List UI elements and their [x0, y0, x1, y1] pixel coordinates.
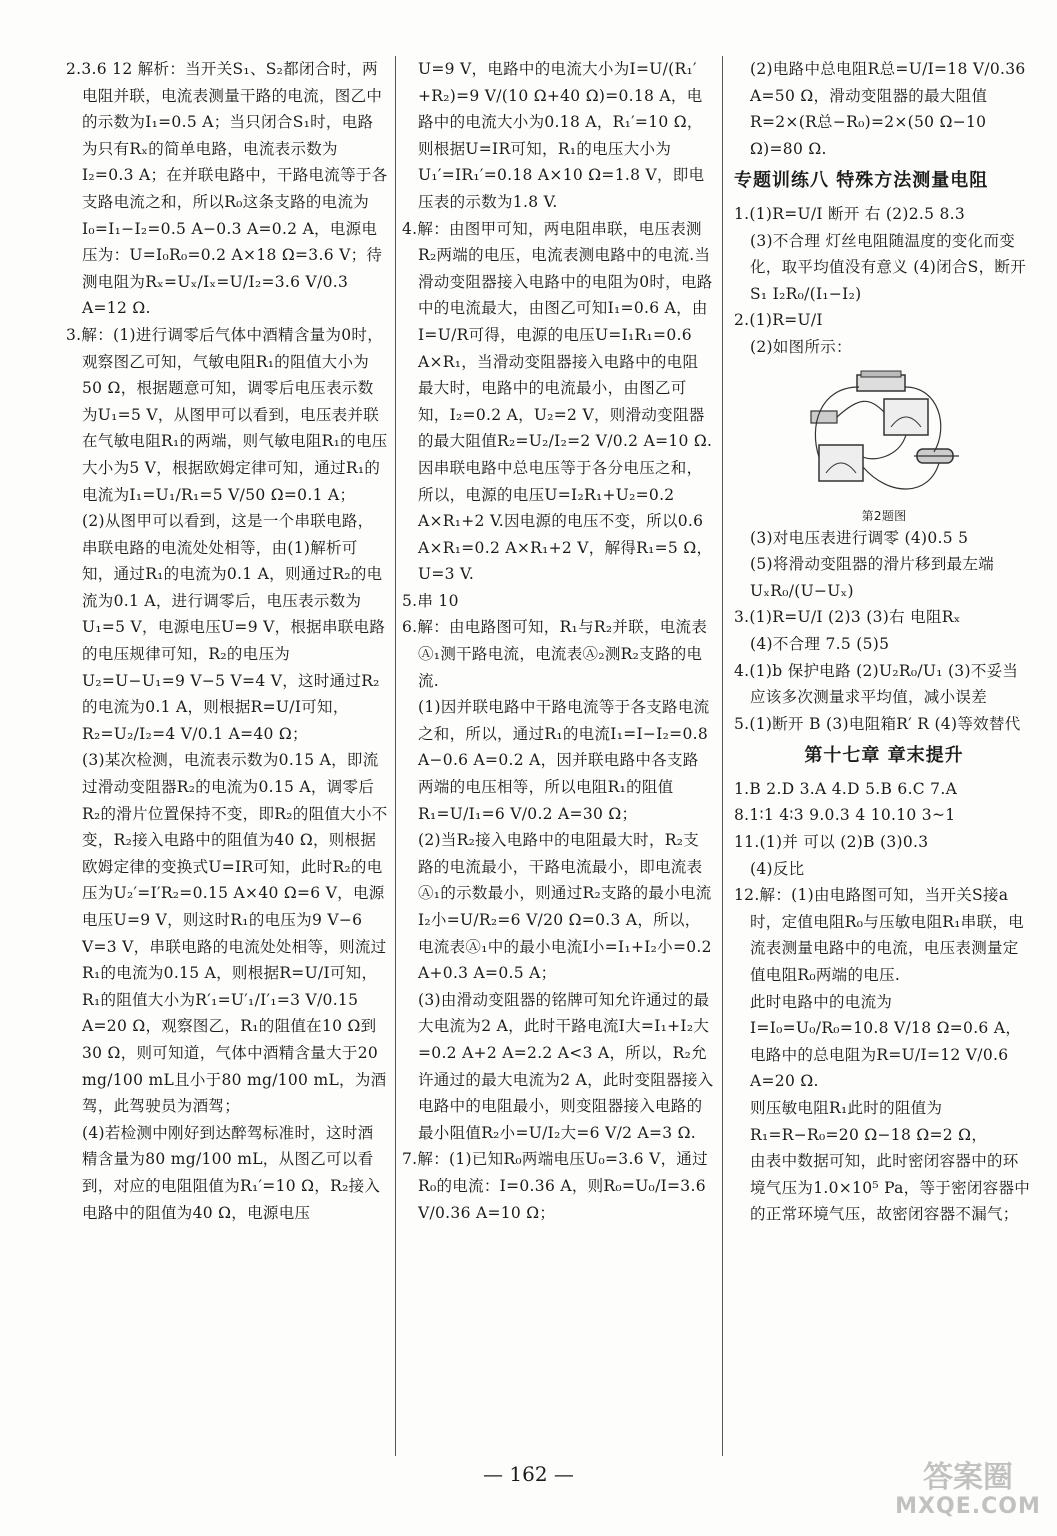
answer-2: 2.3.6 12 解析：当开关S₁、S₂都闭合时，两电阻并联，电流表测量干路的电流，图乙中的示数为I₁=0.5 A；当只闭合S₁时，电路为只有Rₓ的简单电路，电流表示数为I₂=0.3 A；在并联电路中，干路电流等于各支路电流之和，所以R₀这条支路的电流为I₀=I₁−I₂=0.5 A−0.3 A=0.2 A，电源电压为：U=I₀R₀=0.2 A×18 Ω=3.6 V；待测电阻为Rₓ=Uₓ/Iₓ=U/I₂=3.6 V/0.3 A=12 Ω.: [66, 60, 388, 318]
answer-5: 5.串 10: [402, 591, 459, 610]
special-answer-2-cont-2: (5)将滑动变阻器的滑片移到最左端 UₓR₀/(U−Uₓ): [750, 555, 995, 600]
page-number: — 162 —: [483, 1462, 574, 1486]
section-heading-chapter-17: 第十七章 章末提升: [804, 745, 964, 767]
column-2: [402, 56, 714, 1456]
watermark-logo-text: 答案圈: [923, 1460, 1013, 1495]
chapter-answer-12-line-1: 此时电路中的电流为: [750, 992, 893, 1011]
watermark: [893, 1452, 1043, 1530]
answer-6: 6.解：由电路图可知，R₁与R₂并联，电流表Ⓐ₁测干路电流，电流表Ⓐ₂测R₂支路的电流.: [402, 618, 708, 690]
answer-4: 4.解：由图甲可知，两电阻串联，电压表测R₂两端的电压，电流表测电路中的电流.当滑动变阻器接入电路中的电阻为0时，电路中的电流最大，由图乙可知I₁=0.6 A，由I=U/R可得，电源的电压U=I₁R₁=0.6 A×R₁，当滑动变阻器接入电路中的电阻最大时，电路中的电流最小，由图乙可知，I₂=0.2 A，U₂=2 V，则滑动变阻器的最大阻值R₂=U₂/I₂=2 V/0.2 A=10 Ω.因串联电路中总电压等于各分电压之和，所以，电源的电压U=I₂R₁+U₂=0.2 A×R₁+2 V.因电源的电压不变，所以0.6 A×R₁=0.2 A×R₁+2 V，解得R₁=5 Ω，U=3 V.: [402, 219, 713, 584]
chapter-answer-12-line-3: 电路中的总电阻为R=U/I=12 V/0.6 A=20 Ω.: [750, 1045, 1009, 1091]
special-answer-5: 5.(1)断开 B (3)电阻箱R′ R (4)等效替代: [734, 714, 1021, 733]
special-answer-2: 2.(1)R=U/I: [734, 311, 823, 330]
answer-3-part-2: (2)从图甲可以看到，这是一个串联电路，串联电路的电流处处相等，由(1)解析可知，通过R₁的电流为0.1 A，则通过R₂的电流为0.1 A，进行调零后，电压表示数为U₁=5 V，电源电压U=9 V，根据串联电路的电压规律可知，R₂的电压为U₂=U−U₁=9 V−5 V=4 V，这时通过R₂的电流为0.1 A，则根据R=U/I可知，R₂=U₂/I₂=4 V/0.1 A=40 Ω；: [82, 512, 386, 743]
special-answer-1-cont: (3)不合理 灯丝电阻随温度的变化而变化，取平均值没有意义 (4)闭合S，断开S₁ I₂R₀/(I₁−I₂): [750, 231, 1027, 303]
special-answer-3-cont: (4)不合理 7.5 (5)5: [750, 634, 890, 653]
chapter-answer-12-line-2: I=I₀=U₀/R₀=10.8 V/18 Ω=0.6 A，: [750, 1019, 1022, 1038]
answer-3-part-1: 3.解：(1)进行调零后气体中酒精含量为0时，观察图乙可知，气敏电阻R₁的阻值大小为50 Ω，根据题意可知，调零后电压表示数为U₁=5 V，从图甲可以看到，电压表并联在气敏电阻R₁的两端，则气敏电阻R₁的电压大小为5 V，根据欧姆定律可知，通过R₁的电流为I₁=U₁/R₁=5 V/50 Ω=0.1 A；: [66, 325, 388, 504]
answer-6-part-3: (3)由滑动变阻器的铭牌可知允许通过的最大电流为2 A，此时干路电流I大=I₁+I₂大=0.2 A+2 A=2.2 A<3 A，所以，R₂允许通过的最大电流为2 A，此时变阻器接入电路中的电阻最小，则变阻器接入电路的最小阻值R₂小=U/I₂大=6 V/2 A=3 Ω.: [418, 990, 714, 1142]
answer-3-part-3: (3)某次检测，电流表示数为0.15 A，即流过滑动变阻器R₂的电流为0.15 A，调零后R₂的滑片位置保持不变，即R₂的阻值大小不变，R₂接入电路中的阻值为40 Ω，则根据欧姆定律的变换式U=IR可知，此时R₂的电压为U₂′=I′R₂=0.15 A×40 Ω=6 V，电源电压U=9 V，则这时R₁的电压为9 V−6 V=3 V，串联电路的电流处处相等，则流过R₁的电流为0.15 A，则根据R=U/I可知，R₁的阻值大小为R′₁=U′₁/I′₁=3 V/0.15 A=20 Ω，观察图乙，R₁的阻值在10 Ω到30 Ω，则可知道，气体中酒精含量大于20 mg/100 mL且小于80 mg/100 mL，为酒驾，此驾驶员为酒驾；: [82, 751, 388, 1116]
answer-3-part-4-cont: U=9 V，电路中的电流大小为I=U/(R₁′+R₂)=9 V/(10 Ω+40 Ω)=0.18 A，电路中的电流大小为0.18 A，R₁′=10 Ω，则根据U=IR可知，R₁的电压大小为U₁′=IR₁′=0.18 A×10 Ω=1.8 V，即电压表的示数为1.8 V.: [418, 60, 705, 211]
chapter-answer-12-line-5: R₁=R−R₀=20 Ω−18 Ω=2 Ω，: [750, 1125, 988, 1144]
chapter-answer-12-line-4: 则压敏电阻R₁此时的阻值为: [750, 1099, 943, 1117]
special-answer-3: 3.(1)R=U/I (2)3 (3)右 电阻Rₓ: [734, 608, 961, 627]
column-divider-1: [395, 56, 396, 1456]
chapter-answer-11: 11.(1)并 可以 (2)B (3)0.3: [734, 833, 929, 852]
figure-caption: 第2题图: [861, 508, 907, 523]
chapter-answer-12: 12.解：(1)由电路图可知，当开关S接a时，定值电阻R₀与压敏电阻R₁串联，电流表测量电路中的电流，电压表测量定值电阻R₀两端的电压.: [734, 886, 1024, 985]
section-heading-special-methods: 专题训练八 特殊方法测量电阻: [734, 170, 989, 192]
answer-6-part-2: (2)当R₂接入电路中的电阻最大时，R₂支路的电流最小，干路电流最小，即电流表Ⓐ₁的示数最小，则通过R₂支路的最小电流I₂小=U/R₂=6 V/20 Ω=0.3 A，所以，电流表Ⓐ₁中的最小电流I小=I₁+I₂小=0.2 A+0.3 A=0.5 A；: [418, 831, 712, 983]
column-1: [66, 56, 388, 1456]
chapter-answers-1-7: 1.B 2.D 3.A 4.D 5.B 6.C 7.A: [734, 779, 958, 798]
circuit-diagram-icon: [799, 367, 969, 507]
answer-7-part-2: (2)电路中总电阻R总=U/I=18 V/0.36 A=50 Ω，滑动变阻器的最大阻值R=2×(R总−R₀)=2×(50 Ω−10 Ω)=80 Ω.: [750, 60, 1026, 158]
answer-7: 7.解：(1)已知R₀两端电压U₀=3.6 V，通过R₀的电流：I=0.36 A，则R₀=U₀/I=3.6 V/0.36 A=10 Ω；: [402, 1150, 708, 1222]
chapter-answers-8-10: 8.1∶1 4∶3 9.0.3 4 10.10 3~1: [734, 806, 956, 825]
answer-6-part-1: (1)因并联电路中干路电流等于各支路电流之和，所以，通过R₁的电流I₁=I−I₂=0.8 A−0.6 A=0.2 A，因并联电路中各支路两端的电压相等，所以电阻R₁的阻值R₁=U/I₁=6 V/0.2 A=30 Ω；: [418, 698, 710, 823]
circuit-figure: [799, 367, 969, 507]
special-answer-2-cont-1: (3)对电压表进行调零 (4)0.5 5: [750, 528, 969, 547]
watermark-url: MXQE.COM: [895, 1494, 1041, 1519]
special-answer-4: 4.(1)b 保护电路 (2)U₂R₀/U₁ (3)不妥当: [734, 661, 1019, 680]
chapter-answer-12-line-6: 由表中数据可知，此时密闭容器中的环境气压为1.0×10⁵ Pa，等于密闭容器中的正常环境气压，故密闭容器不漏气；: [750, 1152, 1031, 1224]
special-answer-1: 1.(1)R=U/I 断开 右 (2)2.5 8.3: [734, 204, 966, 223]
column-3: [734, 56, 1034, 1456]
chapter-answer-11-cont: (4)反比: [750, 859, 805, 878]
answer-3-part-4: (4)若检测中刚好到达醉驾标准时，这时酒精含量为80 mg/100 mL，从图乙可以看到，对应的电阻阻值为R₁′=10 Ω，R₂接入电路中的阻值为40 Ω，电源电压: [82, 1123, 381, 1222]
special-answer-4-cont: 应该多次测量求平均值，减小误差: [750, 688, 988, 707]
column-divider-2: [722, 56, 723, 1456]
special-answer-2-fig-note: (2)如图所示：: [750, 337, 852, 356]
